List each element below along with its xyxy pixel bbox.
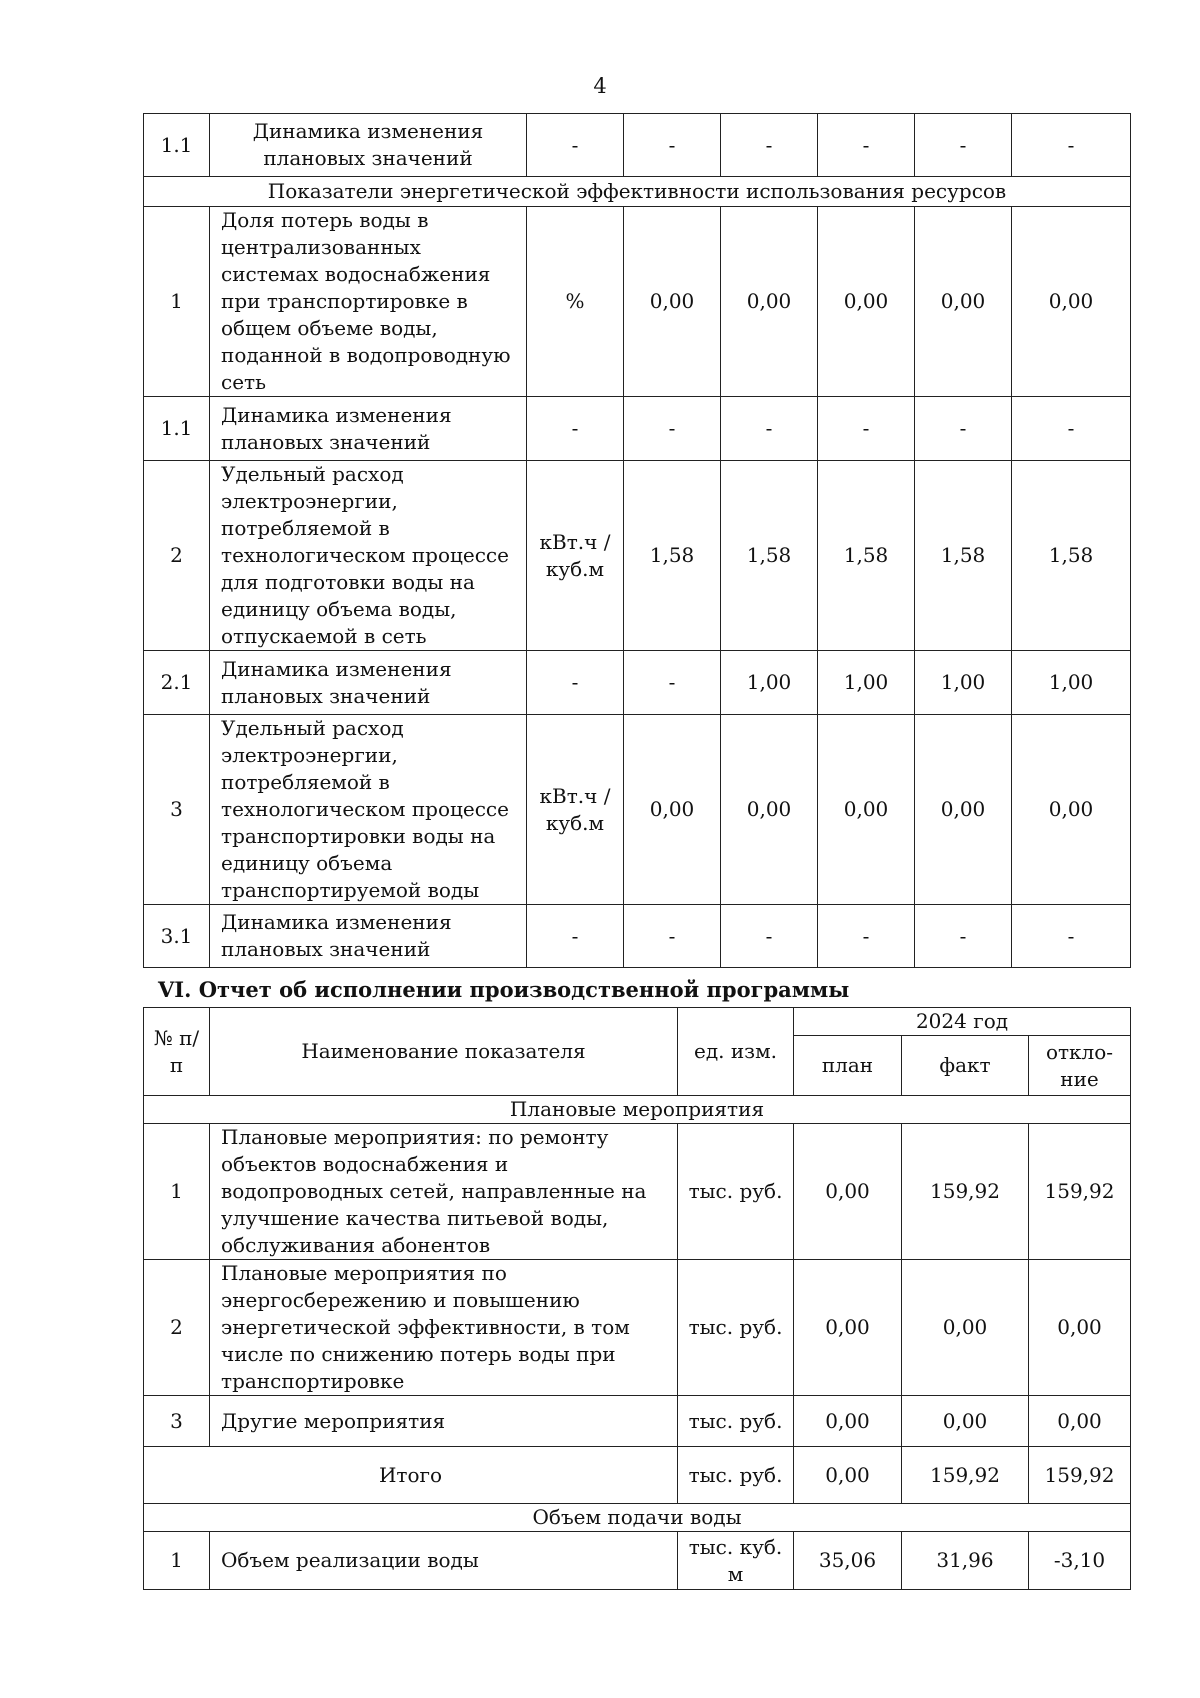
value-cell: - [721,114,818,177]
value-cell: 0,00 [721,715,818,905]
value-cell: - [818,397,915,461]
production-program-table [143,1007,1131,1590]
value-cell: - [915,397,1012,461]
header-name: Наименование показателя [210,1008,678,1096]
plan-cell: 0,00 [794,1447,902,1504]
table-row [144,397,1131,461]
fact-cell: 31,96 [902,1532,1029,1590]
header-row [144,1008,1131,1036]
fact-cell: 0,00 [902,1260,1029,1396]
unit-cell: - [527,397,624,461]
row-number: 2 [144,461,210,651]
value-cell: - [721,905,818,968]
fact-cell: 159,92 [902,1447,1029,1504]
indicator-name: Другие мероприятия [210,1396,678,1447]
value-cell: 0,00 [818,207,915,397]
value-cell: - [721,397,818,461]
table-row [144,114,1131,177]
value-cell: 1,58 [721,461,818,651]
value-cell: 0,00 [624,715,721,905]
unit-cell: - [527,651,624,715]
table-row [144,1396,1131,1447]
unit-cell: - [527,905,624,968]
value-cell: - [818,114,915,177]
table-row [144,1532,1131,1590]
unit-cell: тыс. куб. м [678,1532,794,1590]
unit-cell: тыс. руб. [678,1396,794,1447]
page-number: 4 [593,74,607,98]
header-number: № п/п [144,1008,210,1096]
table-row [144,1260,1131,1396]
value-cell: - [1012,397,1131,461]
unit-cell: кВт.ч / куб.м [527,715,624,905]
indicator-name: Динамика изменения плановых значений [210,114,527,177]
table-row [144,1124,1131,1260]
indicator-name: Динамика изменения плановых значений [210,905,527,968]
value-cell: - [915,114,1012,177]
energy-efficiency-table [143,113,1131,968]
value-cell: 0,00 [915,715,1012,905]
unit-cell: кВт.ч / куб.м [527,461,624,651]
row-number: 1 [144,1124,210,1260]
section-title: Показатели энергетической эффективности использования ресурсов [144,177,1131,207]
value-cell: 1,58 [1012,461,1131,651]
section-title: Плановые мероприятия [144,1096,1131,1124]
value-cell: 0,00 [1012,207,1131,397]
value-cell: - [915,905,1012,968]
row-number: 1 [144,1532,210,1590]
header-fact: факт [902,1036,1029,1096]
table-row [144,207,1131,397]
indicator-name: Плановые мероприятия по энергосбережению и повышению энергетической эффективности, в том числе по снижению потерь воды при транспортировке [210,1260,678,1396]
section-title: Объем подачи воды [144,1504,1131,1532]
deviation-cell: -3,10 [1029,1532,1131,1590]
value-cell: 1,00 [721,651,818,715]
indicator-name: Динамика изменения плановых значений [210,397,527,461]
table-row [144,461,1131,651]
value-cell: - [624,114,721,177]
header-deviation: откло-ние [1029,1036,1131,1096]
value-cell: 1,58 [915,461,1012,651]
indicator-name: Плановые мероприятия: по ремонту объектов водоснабжения и водопроводных сетей, направленные на улучшение качества питьевой воды, обслуживания абонентов [210,1124,678,1260]
table-row [144,651,1131,715]
total-row [144,1447,1131,1504]
row-number: 1.1 [144,397,210,461]
value-cell: - [1012,905,1131,968]
deviation-cell: 159,92 [1029,1124,1131,1260]
fact-cell: 159,92 [902,1124,1029,1260]
section-row [144,1504,1131,1532]
value-cell: 1,58 [818,461,915,651]
indicator-name: Удельный расход электроэнергии, потребляемой в технологическом процессе транспортировки воды на единицу объема транспортируемой воды [210,715,527,905]
row-number: 2 [144,1260,210,1396]
unit-cell: тыс. руб. [678,1124,794,1260]
unit-cell: тыс. руб. [678,1260,794,1396]
value-cell: 1,00 [915,651,1012,715]
unit-cell: - [527,114,624,177]
plan-cell: 0,00 [794,1260,902,1396]
value-cell: 1,58 [624,461,721,651]
row-number: 2.1 [144,651,210,715]
indicator-name: Объем реализации воды [210,1532,678,1590]
value-cell: - [624,397,721,461]
row-number: 3 [144,1396,210,1447]
row-number: 1.1 [144,114,210,177]
deviation-cell: 159,92 [1029,1447,1131,1504]
deviation-cell: 0,00 [1029,1396,1131,1447]
section-row [144,177,1131,207]
row-number: 1 [144,207,210,397]
table-row [144,905,1131,968]
plan-cell: 0,00 [794,1124,902,1260]
value-cell: 0,00 [1012,715,1131,905]
value-cell: 0,00 [818,715,915,905]
plan-cell: 35,06 [794,1532,902,1590]
header-plan: план [794,1036,902,1096]
value-cell: - [624,905,721,968]
section-row [144,1096,1131,1124]
deviation-cell: 0,00 [1029,1260,1131,1396]
fact-cell: 0,00 [902,1396,1029,1447]
value-cell: 0,00 [915,207,1012,397]
plan-cell: 0,00 [794,1396,902,1447]
section-heading: VI. Отчет об исполнении производственной программы [158,977,850,1002]
table-row [144,715,1131,905]
value-cell: - [624,651,721,715]
indicator-name: Доля потерь воды в централизованных системах водоснабжения при транспортировке в общем объеме воды, поданной в водопроводную сеть [210,207,527,397]
value-cell: 1,00 [1012,651,1131,715]
unit-cell: % [527,207,624,397]
row-number: 3 [144,715,210,905]
value-cell: - [1012,114,1131,177]
indicator-name: Удельный расход электроэнергии, потребляемой в технологическом процессе для подготовки воды на единицу объема воды, отпускаемой в сеть [210,461,527,651]
value-cell: 0,00 [721,207,818,397]
indicator-name: Динамика изменения плановых значений [210,651,527,715]
total-label: Итого [144,1447,678,1504]
row-number: 3.1 [144,905,210,968]
value-cell: - [818,905,915,968]
value-cell: 0,00 [624,207,721,397]
unit-cell: тыс. руб. [678,1447,794,1504]
header-year: 2024 год [794,1008,1131,1036]
value-cell: 1,00 [818,651,915,715]
header-unit: ед. изм. [678,1008,794,1096]
